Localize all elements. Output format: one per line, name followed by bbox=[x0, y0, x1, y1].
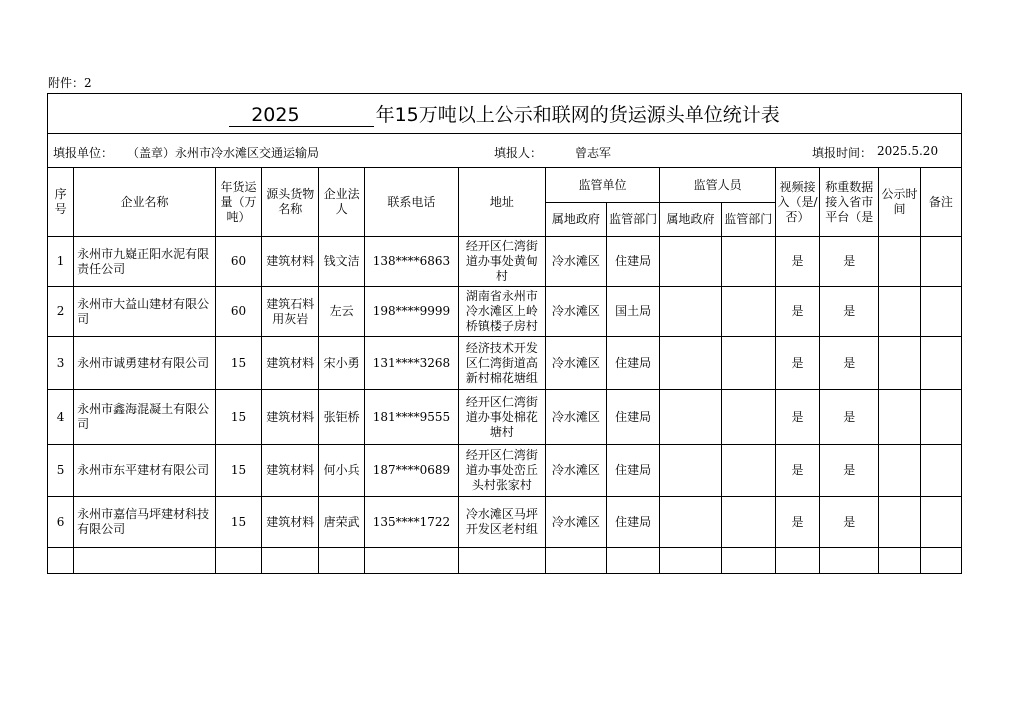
cell-publish-time bbox=[879, 237, 920, 287]
cell-address: 经开区仁湾街道办事处峦丘头村张家村 bbox=[459, 445, 545, 497]
cell-person-dept bbox=[721, 390, 775, 445]
cell-video: 是 bbox=[775, 287, 819, 337]
cell-person-gov bbox=[660, 445, 721, 497]
info-row bbox=[47, 133, 962, 167]
cell-weigh: 是 bbox=[820, 497, 879, 548]
cell-volume: 15 bbox=[215, 390, 261, 445]
cell-seq: 1 bbox=[48, 237, 74, 287]
cell-dept: 国土局 bbox=[606, 287, 659, 337]
cell-seq: 2 bbox=[48, 287, 74, 337]
cell-publish-time bbox=[879, 287, 920, 337]
cell-video: 是 bbox=[775, 237, 819, 287]
cell-volume: 15 bbox=[215, 445, 261, 497]
cell-remark bbox=[920, 390, 961, 445]
cell-company: 永州市东平建材有限公司 bbox=[74, 445, 216, 497]
cell-person-dept bbox=[721, 237, 775, 287]
cell-remark bbox=[920, 287, 961, 337]
cell-remark bbox=[920, 445, 961, 497]
cell-gov: 冷水滩区 bbox=[545, 337, 606, 390]
cell-company: 永州市诚勇建材有限公司 bbox=[74, 337, 216, 390]
cell-person-dept bbox=[721, 445, 775, 497]
table-row bbox=[48, 287, 962, 337]
cell-person-gov bbox=[660, 237, 721, 287]
cell-volume: 60 bbox=[215, 237, 261, 287]
cell-goods: 建筑石料用灰岩 bbox=[262, 287, 319, 337]
header-sub-dept: 监管部门 bbox=[606, 203, 659, 237]
cell-company: 永州市九嶷正阳水泥有限责任公司 bbox=[74, 237, 216, 287]
cell-person-gov bbox=[660, 390, 721, 445]
cell-gov: 冷水滩区 bbox=[545, 390, 606, 445]
cell-phone: 187****0689 bbox=[364, 445, 459, 497]
cell-legal: 钱文洁 bbox=[319, 237, 364, 287]
cell-address: 经开区仁湾街道办事处黄甸村 bbox=[459, 237, 545, 287]
cell-volume: 15 bbox=[215, 497, 261, 548]
cell-dept: 住建局 bbox=[606, 445, 659, 497]
reporter-value: 曾志军 bbox=[575, 146, 612, 160]
cell-seq: 6 bbox=[48, 497, 74, 548]
cell-goods: 建筑材料 bbox=[262, 497, 319, 548]
cell-gov: 冷水滩区 bbox=[545, 237, 606, 287]
title-year-blank bbox=[229, 104, 373, 127]
title-box bbox=[47, 93, 962, 133]
cell-dept: 住建局 bbox=[606, 497, 659, 548]
cell-weigh: 是 bbox=[820, 237, 879, 287]
cell-person-gov bbox=[660, 337, 721, 390]
cell-person-dept bbox=[721, 287, 775, 337]
cell-publish-time bbox=[879, 497, 920, 548]
page-title bbox=[229, 100, 780, 127]
header-company: 企业名称 bbox=[74, 168, 216, 237]
header-phone: 联系电话 bbox=[364, 168, 459, 237]
cell-company: 永州市嘉信马坪建材科技有限公司 bbox=[74, 497, 216, 548]
header-remark: 备注 bbox=[920, 168, 961, 237]
cell-person-gov bbox=[660, 287, 721, 337]
title-text: 年15万吨以上公示和联网的货运源头单位统计表 bbox=[375, 104, 780, 126]
header-video: 视频接入（是/否） bbox=[775, 168, 819, 237]
header-supervise-unit: 监管单位 bbox=[545, 168, 660, 203]
unit-label: 填报单位： bbox=[53, 146, 114, 160]
cell-legal: 宋小勇 bbox=[319, 337, 364, 390]
cell-phone: 131****3268 bbox=[364, 337, 459, 390]
table-row bbox=[48, 445, 962, 497]
time-label: 填报时间： bbox=[812, 146, 873, 160]
cell-company: 永州市大益山建材有限公司 bbox=[74, 287, 216, 337]
cell-remark bbox=[920, 497, 961, 548]
cell-video: 是 bbox=[775, 337, 819, 390]
header-supervise-person: 监管人员 bbox=[660, 168, 776, 203]
cell-person-dept bbox=[721, 337, 775, 390]
cell-video: 是 bbox=[775, 445, 819, 497]
header-sub-dept2: 监管部门 bbox=[721, 203, 775, 237]
table-row bbox=[48, 237, 962, 287]
cell-video: 是 bbox=[775, 390, 819, 445]
annex-label: 附件：2 bbox=[48, 76, 92, 90]
header-volume: 年货运量（万吨） bbox=[215, 168, 261, 237]
cell-weigh: 是 bbox=[820, 337, 879, 390]
cell-remark bbox=[920, 337, 961, 390]
table-row-empty bbox=[48, 548, 962, 574]
cell-weigh: 是 bbox=[820, 445, 879, 497]
cell-volume: 15 bbox=[215, 337, 261, 390]
cell-phone: 138****6863 bbox=[364, 237, 459, 287]
reporter-label: 填报人： bbox=[494, 146, 543, 160]
cell-address: 湖南省永州市冷水滩区上岭桥镇楼子房村 bbox=[459, 287, 545, 337]
header-address: 地址 bbox=[459, 168, 545, 237]
cell-address: 经济技术开发区仁湾街道高新村棉花塘组 bbox=[459, 337, 545, 390]
cell-legal: 唐荣武 bbox=[319, 497, 364, 548]
table-row bbox=[48, 497, 962, 548]
cell-legal: 左云 bbox=[319, 287, 364, 337]
cell-phone: 135****1722 bbox=[364, 497, 459, 548]
cell-volume: 60 bbox=[215, 287, 261, 337]
cell-person-gov bbox=[660, 497, 721, 548]
header-seq: 序号 bbox=[48, 168, 74, 237]
cell-seq: 5 bbox=[48, 445, 74, 497]
header-publish-time: 公示时间 bbox=[879, 168, 920, 237]
cell-phone: 198****9999 bbox=[364, 287, 459, 337]
cell-goods: 建筑材料 bbox=[262, 390, 319, 445]
cell-legal: 何小兵 bbox=[319, 445, 364, 497]
header-sub-gov: 属地政府 bbox=[545, 203, 606, 237]
cell-publish-time bbox=[879, 337, 920, 390]
title-year: 2025 bbox=[251, 104, 300, 126]
cell-address: 经开区仁湾街道办事处棉花塘村 bbox=[459, 390, 545, 445]
unit-value: （盖章）永州市冷水滩区交通运输局 bbox=[127, 146, 320, 160]
table-row bbox=[48, 390, 962, 445]
cell-goods: 建筑材料 bbox=[262, 337, 319, 390]
statistics-table bbox=[47, 167, 962, 574]
cell-gov: 冷水滩区 bbox=[545, 497, 606, 548]
cell-video: 是 bbox=[775, 497, 819, 548]
cell-publish-time bbox=[879, 445, 920, 497]
cell-gov: 冷水滩区 bbox=[545, 445, 606, 497]
cell-seq: 3 bbox=[48, 337, 74, 390]
cell-legal: 张钜桥 bbox=[319, 390, 364, 445]
cell-goods: 建筑材料 bbox=[262, 445, 319, 497]
cell-remark bbox=[920, 237, 961, 287]
cell-weigh: 是 bbox=[820, 390, 879, 445]
header-row-1 bbox=[48, 168, 962, 203]
cell-dept: 住建局 bbox=[606, 390, 659, 445]
header-goods: 源头货物名称 bbox=[262, 168, 319, 237]
cell-dept: 住建局 bbox=[606, 337, 659, 390]
cell-company: 永州市鑫海混凝土有限公司 bbox=[74, 390, 216, 445]
table-row bbox=[48, 337, 962, 390]
cell-person-dept bbox=[721, 497, 775, 548]
cell-gov: 冷水滩区 bbox=[545, 287, 606, 337]
cell-address: 冷水滩区马坪开发区老村组 bbox=[459, 497, 545, 548]
cell-goods: 建筑材料 bbox=[262, 237, 319, 287]
cell-weigh: 是 bbox=[820, 287, 879, 337]
header-sub-gov2: 属地政府 bbox=[660, 203, 721, 237]
cell-phone: 181****9555 bbox=[364, 390, 459, 445]
header-weigh: 称重数据接入省市平台（是 bbox=[820, 168, 879, 237]
header-legal: 企业法人 bbox=[319, 168, 364, 237]
cell-seq: 4 bbox=[48, 390, 74, 445]
time-value: 2025.5.20 bbox=[877, 144, 939, 158]
cell-dept: 住建局 bbox=[606, 237, 659, 287]
cell-publish-time bbox=[879, 390, 920, 445]
